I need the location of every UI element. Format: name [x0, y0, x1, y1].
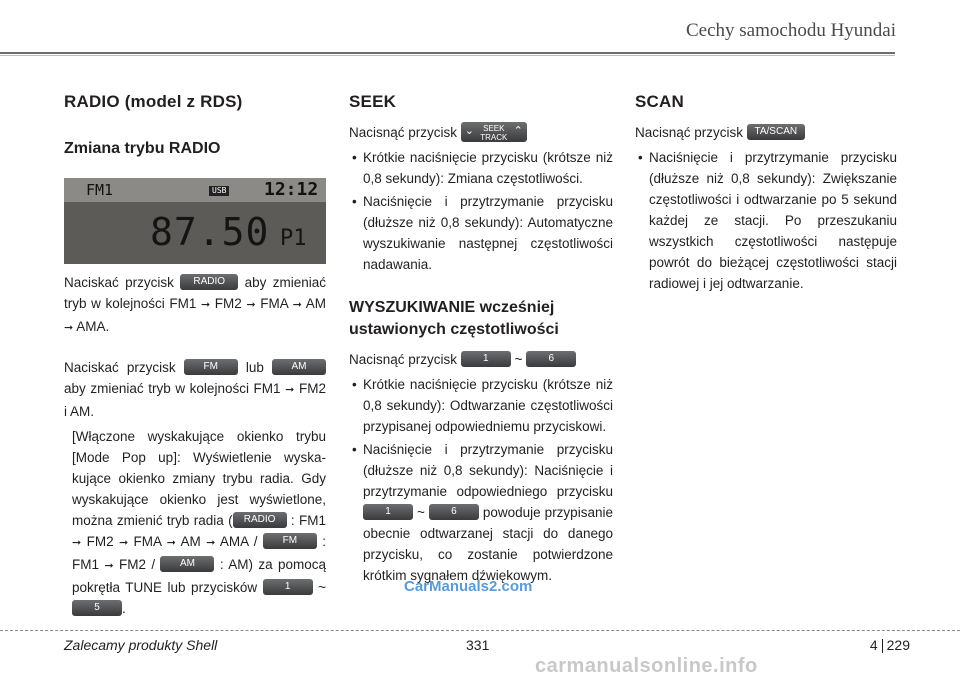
preset-6-button-icon: 6: [429, 504, 479, 520]
display-preset: P1: [280, 226, 307, 251]
display-frequency: 87.50: [150, 210, 270, 254]
list-item: • Krótkie naciśnięcie przycisku (krótsze niż 0,8 sekundy): Odtwarzanie częstotliwości przypisanej odpowiedniemu przyciskowi.: [352, 377, 613, 434]
preset-6-button-icon: 6: [526, 351, 576, 367]
footer-rule: [0, 630, 960, 631]
section-title-scan: SCAN: [635, 92, 684, 111]
preset-1-button-icon: 1: [363, 504, 413, 520]
scan-list: [635, 147, 897, 294]
list-item: • Naciśnięcie i przytrzymanie przycisku (dłuższe niż 0,8 sekundy): Naciśnięcie i przytrzymanie odpowiedniego przycisku 1 ~ 6 powoduje przypisanie obecnie odtwarzanej stacji do danego przycisku, co zostanie potwierdzone krótkim sygnałem dźwiękowym.: [352, 442, 613, 583]
radio-display-image: [64, 178, 326, 264]
paragraph-radio-button: Naciskać przycisk RADIO aby zmieniać tryb w kolejności FM1 ➞ FM2 ➞ FMA ➞ AM ➞ AMA.: [64, 275, 326, 334]
section-title-seek: SEEK: [349, 92, 397, 111]
fm-button-icon: FM: [184, 359, 238, 375]
header-rule: [0, 52, 895, 54]
preset-1-button-icon: 1: [263, 579, 313, 595]
preset-intro: Nacisnąć przycisk 1 ~ 6: [349, 349, 613, 370]
fm-button-icon: FM: [263, 533, 317, 549]
list-item: • Naciśnięcie i przytrzymanie przycisku (dłuższe niż 0,8 sekundy): Automatyczne wyszukiwanie następnej częstotliwości nadawania.: [352, 194, 613, 272]
section-title-preset-search: WYSZUKIWANIE wcześniej ustawionych częstotliwości: [349, 299, 559, 338]
list-item: • Naciśnięcie i przytrzymanie przycisku (dłuższe niż 0,8 sekundy): Zwiększanie częstotliwości i odtwarzanie po 5 sekund każdej ze stacji. Po przeszukaniu wszystkich częstotliwości następuje powrót do bieżącej częstotliwości stacji radiowej i jej odtwarzanie.: [638, 150, 897, 291]
preset-1-button-icon: 1: [461, 351, 511, 367]
am-button-icon: AM: [160, 556, 214, 572]
column-seek: [349, 90, 613, 588]
subsection-title-mode: Zmiana trybu RADIO: [64, 140, 221, 157]
scan-intro: Nacisnąć przycisk TA/SCAN: [635, 122, 897, 143]
seek-list: [349, 147, 613, 275]
header-rule-thin: [0, 55, 895, 56]
watermark-text: CarManuals2.com: [404, 578, 533, 595]
column-radio: [64, 90, 326, 619]
display-band: FM1: [86, 181, 114, 199]
radio-button-icon: RADIO: [180, 274, 238, 290]
display-usb-badge: USB: [209, 186, 229, 196]
footer-chapter-page: 4 229: [869, 637, 910, 653]
am-button-icon: AM: [272, 359, 326, 375]
preset-5-button-icon: 5: [72, 600, 122, 616]
preset-list: [349, 374, 613, 586]
footer-left-text: Zalecamy produkty Shell: [64, 637, 218, 653]
section-title-radio: RADIO (model z RDS): [64, 92, 243, 111]
display-clock: 12:12: [264, 179, 319, 200]
radio-button-icon: RADIO: [233, 512, 287, 528]
ta-scan-button-icon: TA/SCAN: [747, 124, 805, 140]
list-item: • Krótkie naciśnięcie przycisku (krótsze niż 0,8 sekundy): Zmiana częstotliwości.: [352, 150, 613, 186]
column-scan: [635, 90, 897, 296]
paragraph-fm-am-buttons: Naciskać przycisk FM lub AM aby zmieniać tryb w kolejności FM1 ➞ FM2 i AM.: [64, 360, 326, 419]
seek-intro: Nacisnąć przycisk ⌄ SEEK TRACK ⌃: [349, 122, 613, 143]
paragraph-mode-popup: [Włączone wyskakujące okienko trybu [Mode Pop up]: Wyświetlenie wyskakujące okienko zmiany trybu radia. Gdy wyskakujące okienko jest wyświetlone, można zmienić tryb radia ( RADIO : FM1 ➞ FM2 ➞ FMA ➞ AM ➞ AMA / FM : FM1 ➞ FM2 / AM : AM) za pomocą pokrętła TUNE lub przycisków 1 ~ 5 .: [72, 429, 326, 616]
seek-track-button-icon: ⌄ SEEK TRACK ⌃: [461, 122, 527, 142]
site-watermark: carmanualsonline.info: [535, 655, 758, 677]
footer-page-number: 331: [466, 637, 490, 653]
page-header-title: Cechy samochodu Hyundai: [685, 20, 896, 41]
